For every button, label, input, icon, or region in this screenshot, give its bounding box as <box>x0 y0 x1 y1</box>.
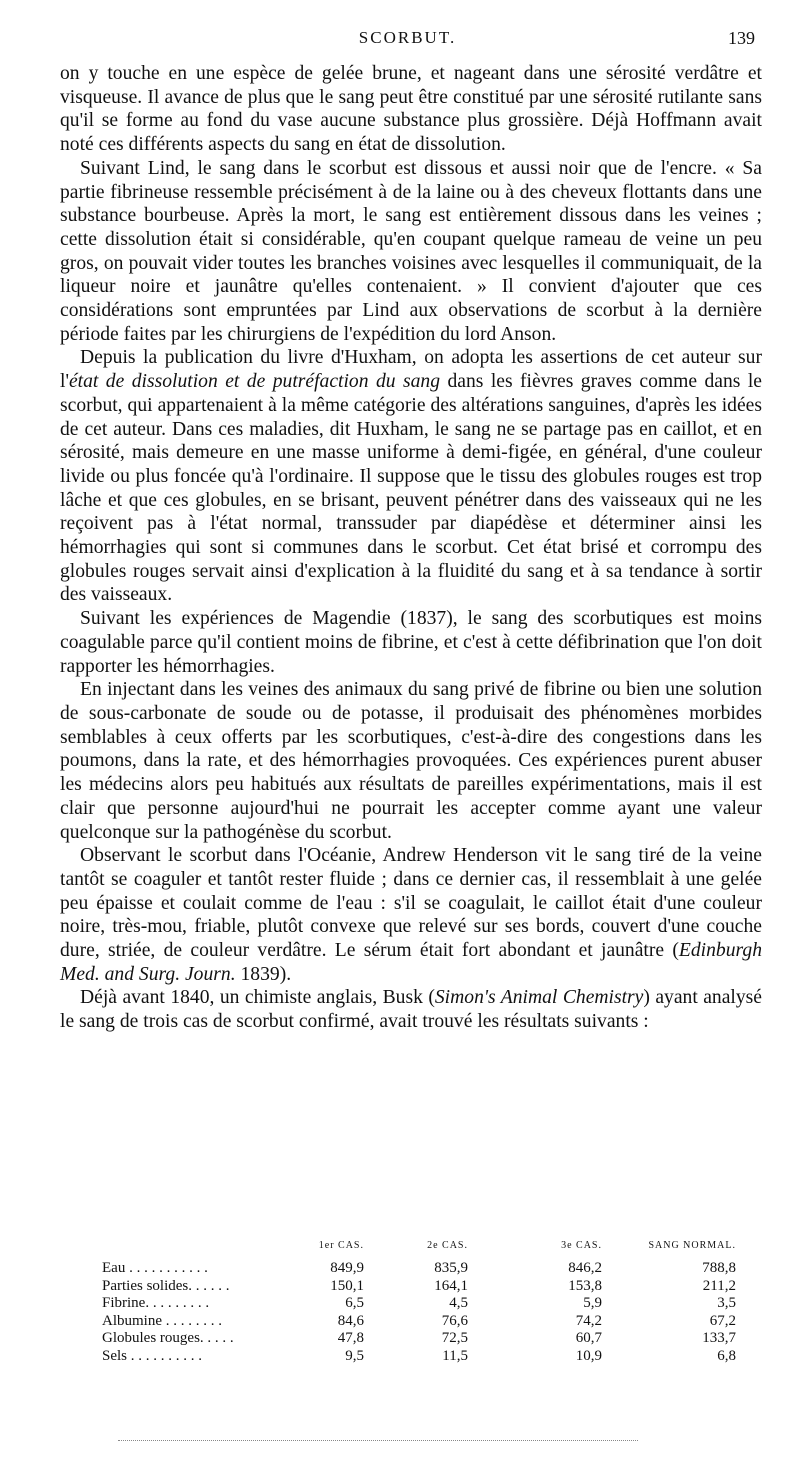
cell-case-1: 150,1 <box>330 1277 364 1294</box>
paragraph-7 <box>60 986 762 1033</box>
cell-case-1: 47,8 <box>337 1330 364 1347</box>
cell-case-1: 849,9 <box>330 1260 364 1276</box>
table-row <box>102 1295 742 1313</box>
cell-case-2: 4,5 <box>449 1295 468 1312</box>
row-label: Fibrine. . . . . . . . . <box>102 1295 210 1312</box>
bottom-dotted-rule <box>118 1440 638 1445</box>
header-case-3: 3e CAS. <box>561 1240 602 1252</box>
cell-normal: 133,7 <box>702 1330 736 1347</box>
book-citation: Simon's Animal Chemistry <box>434 987 644 1009</box>
header-case-1: 1er CAS. <box>318 1240 364 1252</box>
cell-normal: 788,8 <box>702 1260 736 1276</box>
table-row <box>102 1278 742 1296</box>
row-label: Eau . . . . . . . . . . . <box>102 1260 208 1276</box>
table-header-label <box>102 1233 294 1260</box>
paragraph-5: En injectant dans les veines des animaux du sang privé de fibrine ou bien une solution de sous-carbonate de soude ou de potasse, il produisait des phénomènes morbides semblables à ceux offerts par les scorbutiques, c'est-à-dire des congestions dans les poumons, dans la rate, et des hémorrhagies provoquées. Ces expériences purent abuser les médecins alors peu habitués aux résultats de pareilles expérimentations, mais il est clair que personne aujourd'hui ne pourrait les accepter comme ayant une valeur quelconque sur la pathogénèse du scorbut. <box>60 679 762 843</box>
table-row <box>102 1348 742 1366</box>
cell-normal: 211,2 <box>702 1277 736 1294</box>
header-normal-blood: SANG NORMAL. <box>648 1240 736 1252</box>
paragraph-7-text-b: ) ayant analysé le sang de trois cas de scorbut confirmé, avait trouvé les résultats suivants : <box>60 987 762 1033</box>
table-row <box>102 1313 742 1331</box>
cell-case-2: 164,1 <box>434 1277 468 1294</box>
cell-case-3: 74,2 <box>575 1312 602 1329</box>
header-case-2: 2e CAS. <box>427 1240 468 1252</box>
row-label: Globules rouges. . . . . <box>102 1330 234 1347</box>
table-header-row <box>102 1233 742 1260</box>
table-row <box>102 1260 742 1278</box>
running-title: SCORBUT. <box>358 28 457 47</box>
paragraph-3-text-b: dans les fièvres graves comme dans le scorbut, qui appartenaient à la même catégorie des altérations sanguines, d'après les idées de cet auteur. Dans ces maladies, dit Huxham, le sang ne se partage pas en caillot, et en sérosité, mais demeure en une masse uniforme à demi-figée, en général, d'une couleur livide ou plus foncée qu'à l'ordinaire. Il suppose que le tissu des globules rouges est trop lâche et que ces globules, en se brisant, peuvent pénétrer dans des vaisseaux qui ne les reçoivent pas à l'état normal, transsuder par diapédèse et déterminer ainsi les hémorrhagies qui sont si communes dans le scorbut. Cet état brisé et corrompu des globules rouges servait ainsi d'explication à la fluidité du sang et à sa tendance à sortir des vaisseaux. <box>60 371 762 606</box>
cell-case-3: 60,7 <box>575 1330 602 1347</box>
row-label: Sels . . . . . . . . . . <box>102 1347 203 1364</box>
cell-case-2: 72,5 <box>441 1330 468 1347</box>
row-label: Albumine . . . . . . . . <box>102 1312 222 1329</box>
paragraph-3-italic: état de dissolution et de putréfaction du sang <box>68 371 441 393</box>
paragraph-2: Suivant Lind, le sang dans le scorbut est dissous et aussi noir que de l'encre. « Sa partie fibrineuse ressemble précisément à de la laine ou à des cheveux flottants dans une substance bourbeuse. Après la mort, le sang est entièrement dissous dans les veines ; cette dissolution était si considérable, qu'en coupant quelque rameau de veine un peu gros, on pouvait vider toutes les branches voisines avec lesquelles il communiquait, de la liqueur noire et jaunâtre qu'elles contenaient. » Il convient d'ajouter que ces considérations sont empruntées par Lind aux observations de scorbut à la dernière période faites par les chirurgiens de l'expédition du lord Anson. <box>60 157 762 345</box>
cell-case-3: 10,9 <box>575 1347 602 1364</box>
paragraph-6-text-b: 1839). <box>235 963 292 985</box>
table-row <box>102 1330 742 1348</box>
running-header <box>60 28 755 54</box>
cell-case-2: 11,5 <box>442 1347 468 1364</box>
cell-normal: 6,8 <box>717 1347 736 1364</box>
cell-case-3: 846,2 <box>568 1260 602 1276</box>
paragraph-6-text-a: Observant le scorbut dans l'Océanie, Andrew Henderson vit le sang tiré de la veine tantôt se coaguler et tantôt rester fluide ; dans ce dernier cas, il ressemblait à une gelée peu épaisse et coulait comme de l'eau : s'il se coagulait, le caillot était d'une couleur noire, très-mou, friable, plutôt convexe que relevé sur ses bords, couvert d'une couche dure, striée, de couleur verdâtre. Le sérum était fort abondant et jaunâtre ( <box>60 845 762 962</box>
paragraph-3 <box>60 346 762 607</box>
cell-case-3: 153,8 <box>568 1277 602 1294</box>
cell-case-3: 5,9 <box>583 1295 602 1312</box>
cell-normal: 3,5 <box>717 1295 736 1312</box>
paragraph-3-text-a: Depuis la publication du livre d'Huxham, on adopta les assertions de cet auteur sur l' <box>60 347 762 393</box>
body-text <box>60 62 762 1034</box>
cell-case-2: 76,6 <box>441 1312 468 1329</box>
cell-normal: 67,2 <box>709 1312 736 1329</box>
paragraph-1: on y touche en une espèce de gelée brune, et nageant dans une sérosité verdâtre et visqueuse. Il avance de plus que le sang peut être constitué par une sérosité rutilante sans qu'il se forme au fond du vase aucune substance plus grossière. Déjà Hoffmann avait noté ces différents aspects du sang en état de dissolution. <box>60 63 762 156</box>
blood-analysis-table <box>102 1233 742 1366</box>
cell-case-1: 9,5 <box>345 1347 364 1364</box>
page-number: 139 <box>728 28 755 48</box>
cell-case-1: 84,6 <box>337 1312 364 1329</box>
journal-citation: Edinburgh Med. and Surg. Journ. <box>60 940 762 985</box>
row-label: Parties solides. . . . . . <box>102 1277 230 1294</box>
paragraph-6 <box>60 844 762 986</box>
cell-case-2: 835,9 <box>434 1260 468 1276</box>
paragraph-4: Suivant les expériences de Magendie (1837), le sang des scorbutiques est moins coagulable parce qu'il contient moins de fibrine, et c'est à cette défibrination que l'on doit rapporter les hémorrhagies. <box>60 608 762 677</box>
cell-case-1: 6,5 <box>345 1295 364 1312</box>
paragraph-7-text-a: Déjà avant 1840, un chimiste anglais, Busk ( <box>80 987 435 1009</box>
